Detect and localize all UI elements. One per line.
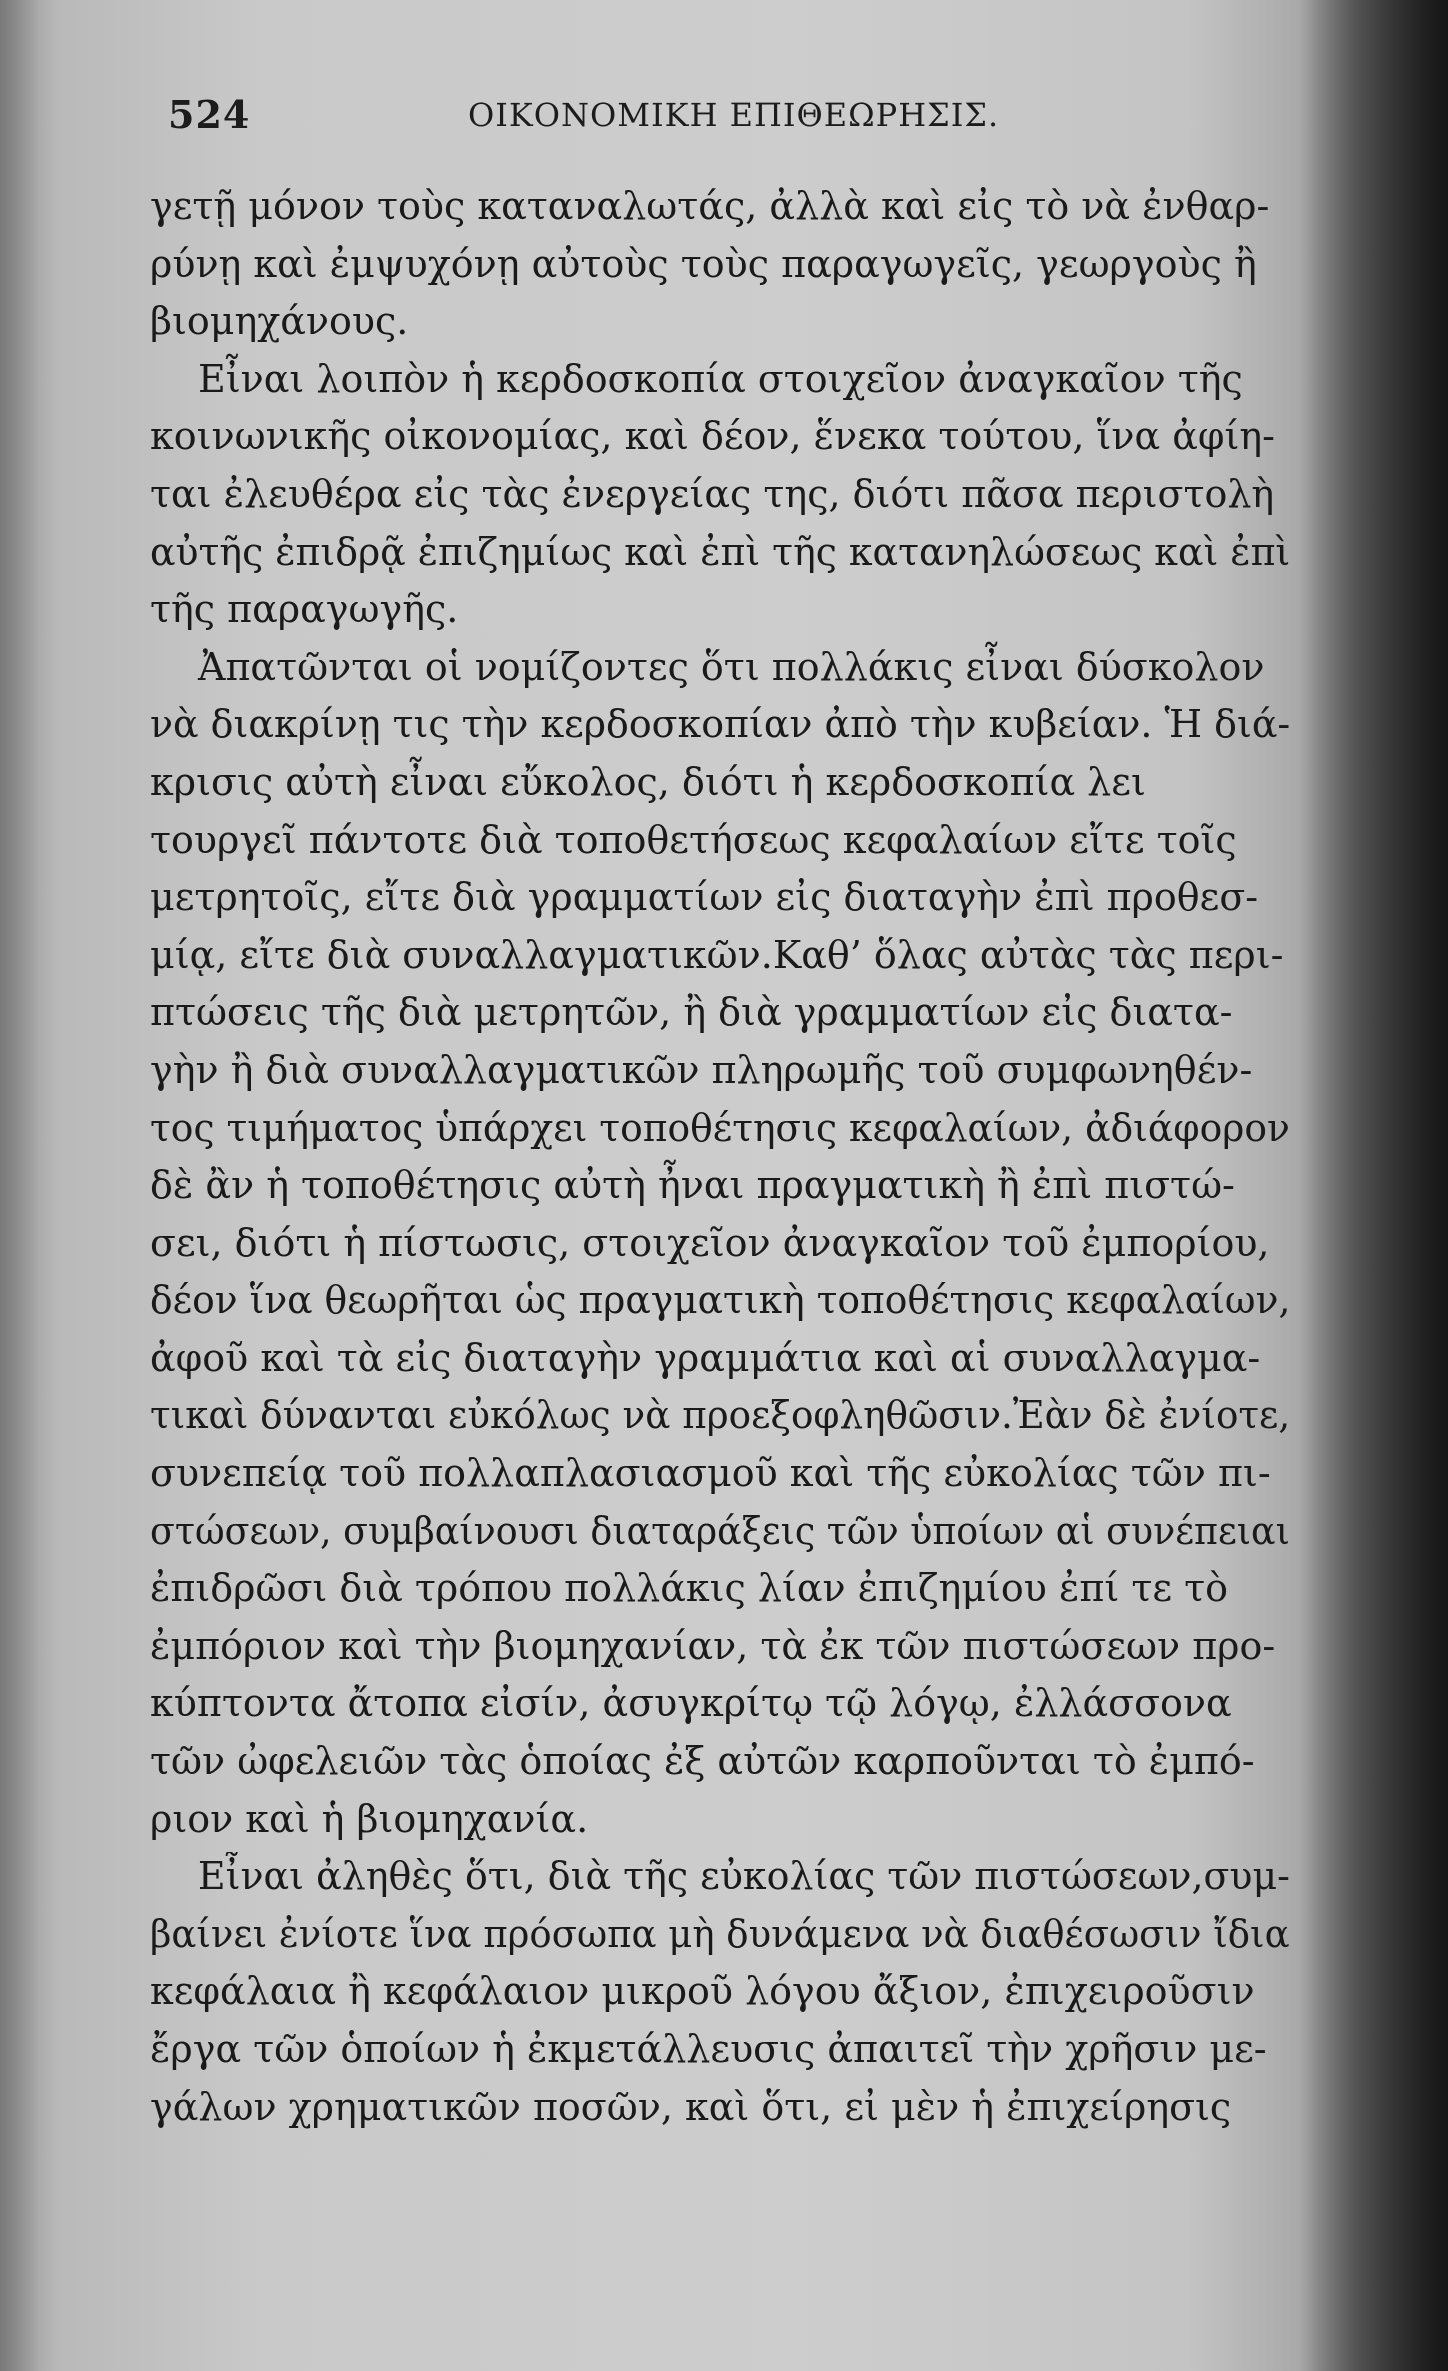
text-line: τος τιμήματος ὑπάρχει τοποθέτησις κεφαλαίων, ἀδιάφορον: [150, 1105, 1290, 1150]
text-line: ἀφοῦ καὶ τὰ εἰς διαταγὴν γραμμάτια καὶ αἱ συναλλαγμα-: [150, 1335, 1261, 1380]
binding-shadow: [1298, 0, 1448, 2371]
paragraph-start-line: Εἶναι ἀληθὲς ὅτι, διὰ τῆς εὐκολίας τῶν πιστώσεων,συμ-: [197, 1854, 1290, 1899]
text-line: γάλων χρηματικῶν ποσῶν, καὶ ὅτι, εἰ μὲν ἡ ἐπιχείρησις: [150, 2084, 1232, 2129]
text-line: βαίνει ἐνίοτε ἵνα πρόσωπα μὴ δυνάμενα νὰ διαθέσωσιν ἴδια: [150, 1911, 1290, 1956]
text-line: γετῇ μόνον τοὺς καταναλωτάς, ἀλλὰ καὶ εἰς τὸ νὰ ἐνθαρ-: [150, 184, 1270, 228]
text-line: συνεπείᾳ τοῦ πολλαπλασιασμοῦ καὶ τῆς εὐκολίας τῶν πι-: [150, 1451, 1271, 1496]
text-line: μετρητοῖς, εἴτε διὰ γραμματίων εἰς διαταγὴν ἐπὶ προθεσ-: [150, 875, 1259, 920]
left-page-shading: [0, 0, 40, 2371]
text-line: ρύνῃ καὶ ἐμψυχόνῃ αὐτοὺς τοὺς παραγωγεῖς, γεωργοὺς ἢ: [150, 241, 1257, 286]
text-line: κοινωνικῆς οἰκονομίας, καὶ δέον, ἕνεκα τούτου, ἵνα ἀφίη-: [150, 414, 1276, 459]
body-text: [150, 178, 1290, 2136]
page-header: [168, 92, 1258, 142]
text-line: αὐτῆς ἐπιδρᾷ ἐπιζημίως καὶ ἐπὶ τῆς κατανηλώσεως καὶ ἐπὶ: [150, 529, 1291, 574]
paragraph-start-line: Εἶναι λοιπὸν ἡ κερδοσκοπία στοιχεῖον ἀναγκαῖον τῆς: [198, 356, 1243, 401]
text-line: σει, διότι ἡ πίστωσις, στοιχεῖον ἀναγκαῖον τοῦ ἐμπορίου,: [150, 1220, 1270, 1265]
text-line: κεφάλαια ἢ κεφάλαιον μικροῦ λόγου ἄξιον, ἐπιχειροῦσιν: [150, 1969, 1255, 2014]
text-line: τῆς παραγωγῆς.: [150, 587, 459, 632]
text-line: δὲ ἂν ἡ τοποθέτησις αὐτὴ ἦναι πραγματικὴ ἢ ἐπὶ πιστώ-: [150, 1163, 1235, 1208]
text-line: νὰ διακρίνῃ τις τὴν κερδοσκοπίαν ἀπὸ τὴν κυβείαν. Ἡ διά-: [150, 702, 1291, 747]
text-line: τουργεῖ πάντοτε διὰ τοποθετήσεως κεφαλαίων εἴτε τοῖς: [150, 817, 1237, 862]
text-line: ἔργα τῶν ὁποίων ἡ ἐκμετάλλευσις ἀπαιτεῖ τὴν χρῆσιν με-: [150, 2027, 1267, 2071]
text-line: βιομηχάνους.: [150, 299, 409, 344]
text-line: τῶν ὠφελειῶν τὰς ὁποίας ἐξ αὐτῶν καρποῦνται τὸ ἐμπό-: [150, 1739, 1255, 1784]
text-line: τικαὶ δύνανται εὐκόλως νὰ προεξοφληθῶσιν.Ἐὰν δὲ ἐνίοτε,: [150, 1393, 1291, 1438]
text-line: κρισις αὐτὴ εἶναι εὔκολος, διότι ἡ κερδοσκοπία λει: [150, 759, 1146, 804]
text-line: δέον ἵνα θεωρῆται ὡς πραγματικὴ τοποθέτησις κεφαλαίων,: [150, 1278, 1291, 1323]
text-line: γὴν ἢ διὰ συναλλαγματικῶν πληρωμῆς τοῦ συμφωνηθέν-: [150, 1047, 1253, 1092]
text-line: στώσεων, συμβαίνουσι διαταράξεις τῶν ὑποίων αἱ συνέπειαι: [150, 1508, 1290, 1553]
text-line: ται ἐλευθέρα εἰς τὰς ἐνεργείας της, διότι πᾶσα περιστολὴ: [150, 471, 1275, 516]
text-line: ἐπιδρῶσι διὰ τρόπου πολλάκις λίαν ἐπιζημίου ἐπί τε τὸ: [150, 1566, 1229, 1611]
page-number: 524: [168, 92, 251, 137]
text-line: ἐμπόριον καὶ τὴν βιομηχανίαν, τὰ ἐκ τῶν πιστώσεων προ-: [150, 1623, 1276, 1668]
running-head: ΟΙΚΟΝΟΜΙΚΗ ΕΠΙΘΕΩΡΗΣΙΣ.: [468, 96, 1000, 134]
text-line: πτώσεις τῆς διὰ μετρητῶν, ἢ διὰ γραμματίων εἰς διατα-: [150, 990, 1233, 1035]
text-line: ριον καὶ ἡ βιομηχανία.: [150, 1796, 589, 1841]
text-line: κύπτοντα ἄτοπα εἰσίν, ἀσυγκρίτῳ τῷ λόγῳ, ἐλλάσσονα: [150, 1681, 1232, 1726]
paragraph-start-line: Ἀπατῶνται οἱ νομίζοντες ὅτι πολλάκις εἶναι δύσκολον: [198, 644, 1265, 689]
text-line: μίᾳ, εἴτε διὰ συναλλαγματικῶν.Καθ’ ὅλας αὐτὰς τὰς περι-: [150, 932, 1284, 977]
